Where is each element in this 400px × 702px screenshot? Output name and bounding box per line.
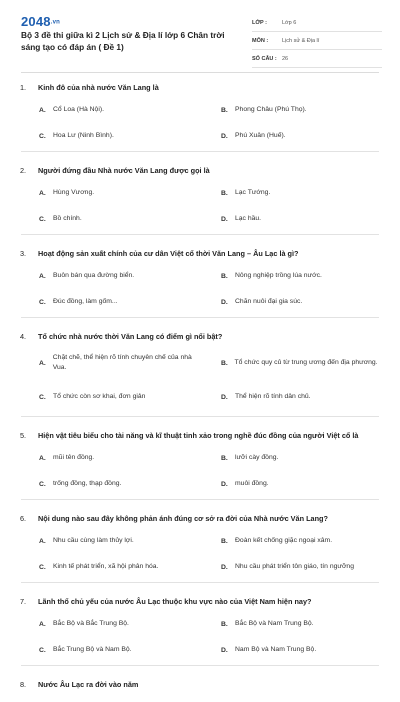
answer-options: [21, 343, 379, 417]
answer-option-d[interactable]: [200, 130, 379, 142]
option-letter: C.: [39, 132, 46, 140]
option-text: Thể hiện rõ tính dân chủ.: [235, 393, 311, 400]
question-header: [0, 163, 400, 177]
meta-row-subject: [252, 32, 382, 50]
answer-option-b[interactable]: [200, 353, 379, 373]
answer-option-a[interactable]: [21, 187, 200, 199]
answer-option-b[interactable]: [200, 535, 379, 547]
answer-option-a[interactable]: [21, 452, 200, 464]
answer-option-c[interactable]: [21, 644, 200, 656]
meta-key: MÔN :: [252, 37, 269, 44]
option-letter: A.: [39, 272, 46, 280]
answer-option-d[interactable]: [200, 213, 379, 225]
option-text: Bắc Bộ và Bắc Trung Bộ.: [53, 620, 129, 627]
option-letter: C.: [39, 393, 46, 401]
answer-option-a[interactable]: [21, 104, 200, 116]
option-letter: B.: [221, 620, 228, 628]
option-letter: A.: [39, 189, 46, 197]
option-text: Tổ chức còn sơ khai, đơn giản: [53, 393, 146, 400]
question-number: 1.: [20, 82, 27, 92]
option-text: Nhu cầu cùng làm thủy lợi.: [53, 537, 134, 544]
question-number: 7.: [20, 596, 27, 606]
option-text: lưỡi cày đồng.: [235, 454, 279, 461]
question-header: [0, 677, 400, 691]
meta-key: SỐ CÂU :: [252, 55, 277, 62]
question-list: [0, 80, 400, 702]
option-text: Chăn nuôi đại gia súc.: [235, 298, 303, 305]
option-letter: D.: [221, 132, 228, 140]
option-letter: C.: [39, 646, 46, 654]
answer-option-c[interactable]: [21, 130, 200, 142]
question-number: 8.: [20, 679, 27, 689]
option-letter: C.: [39, 563, 46, 571]
option-letter: A.: [39, 620, 46, 628]
question-item: [0, 329, 400, 417]
answer-option-d[interactable]: [200, 561, 379, 573]
question-header: [0, 428, 400, 442]
question-text: Lãnh thổ chủ yếu của nước Âu Lạc thuộc khu vực nào của Việt Nam hiện nay?: [38, 596, 312, 606]
option-text: Lạc hầu.: [235, 215, 262, 222]
question-item: [0, 163, 400, 235]
document-header: [0, 0, 400, 68]
option-text: Đúc đồng, làm gốm...: [53, 298, 118, 305]
answer-option-c[interactable]: [21, 387, 200, 407]
answer-options: [21, 442, 379, 500]
question-text: Hiện vật tiêu biểu cho tài năng và kĩ thuật tinh xảo trong nghề đúc đồng của người Việt cổ là: [38, 430, 359, 440]
option-text: muôi đồng.: [235, 480, 269, 487]
question-text: Tổ chức nhà nước thời Văn Lang có điểm gì nổi bật?: [38, 331, 223, 341]
site-logo[interactable]: [21, 14, 60, 29]
option-text: mũi tên đồng.: [53, 454, 95, 461]
answer-option-c[interactable]: [21, 561, 200, 573]
option-text: Bồ chính.: [53, 215, 82, 222]
question-number: 5.: [20, 430, 27, 440]
meta-key: LỚP :: [252, 19, 267, 26]
question-header: [0, 594, 400, 608]
option-text: Chặt chẽ, thể hiện rõ tính chuyên chế của nhà Vua.: [52, 354, 192, 371]
question-text: Người đứng đầu Nhà nước Văn Lang được gọi là: [38, 165, 210, 175]
question-text: Nội dung nào sau đây không phản ánh đúng cơ sở ra đời của Nhà nước Văn Lang?: [38, 513, 328, 523]
option-letter: C.: [39, 298, 46, 306]
question-item: [0, 246, 400, 318]
option-text: Bắc Bộ và Nam Trung Bộ.: [235, 620, 314, 627]
answer-option-d[interactable]: [200, 644, 379, 656]
meta-value: 26: [282, 55, 289, 62]
logo-tld: .vn: [50, 19, 61, 26]
option-text: Nhu cầu phát triển tôn giáo, tín ngưỡng: [235, 563, 354, 570]
question-text: Hoạt động sản xuất chính của cư dân Việt cổ thời Văn Lang – Âu Lạc là gì?: [38, 248, 299, 258]
question-item: [0, 594, 400, 666]
option-letter: D.: [221, 393, 228, 401]
option-text: Bắc Trung Bộ và Nam Bộ.: [53, 646, 132, 653]
question-item: [0, 80, 400, 152]
option-letter: B.: [221, 189, 228, 197]
option-text: trống đồng, thạp đồng.: [53, 480, 122, 487]
logo-text: 2048: [21, 14, 51, 29]
option-letter: C.: [39, 215, 46, 223]
option-text: Kinh tế phát triển, xã hội phân hóa.: [53, 563, 159, 570]
answer-option-d[interactable]: [200, 478, 379, 490]
answer-options: [21, 177, 379, 235]
answer-option-b[interactable]: [200, 452, 379, 464]
option-letter: D.: [221, 646, 228, 654]
option-letter: B.: [221, 454, 228, 462]
option-letter: B.: [221, 359, 228, 367]
option-letter: B.: [221, 537, 228, 545]
answer-options: [21, 525, 379, 583]
option-letter: D.: [221, 298, 228, 306]
option-letter: C.: [39, 480, 46, 488]
meta-value: Lớp 6: [282, 19, 297, 26]
document-title: Bộ 3 đề thi giữa kì 2 Lịch sử & Địa lí lớp 6 Chân trời sáng tạo có đáp án ( Đề 1): [21, 30, 225, 52]
answer-option-b[interactable]: [200, 104, 379, 116]
question-item: [0, 511, 400, 583]
option-text: Cổ Loa (Hà Nội).: [53, 106, 104, 113]
question-header: [0, 80, 400, 94]
question-number: 4.: [20, 331, 27, 341]
answer-options: [21, 608, 379, 666]
option-letter: A.: [39, 106, 46, 114]
question-header: [0, 511, 400, 525]
answer-option-b[interactable]: [200, 187, 379, 199]
question-header: [0, 329, 400, 343]
option-text: Đoàn kết chống giặc ngoại xâm.: [235, 537, 333, 544]
question-text: Kinh đô của nhà nước Văn Lang là: [38, 82, 159, 92]
option-text: Phú Xuân (Huế).: [235, 132, 286, 139]
question-number: 2.: [20, 165, 27, 175]
answer-options: [21, 94, 379, 152]
answer-option-b[interactable]: [200, 270, 379, 282]
question-text: Nước Âu Lạc ra đời vào năm: [38, 679, 139, 689]
option-text: Tổ chức quy củ từ trung ương đến địa phương.: [234, 359, 378, 366]
option-text: Lạc Tướng.: [235, 189, 271, 196]
option-letter: B.: [221, 106, 228, 114]
option-letter: D.: [221, 215, 228, 223]
answer-option-a[interactable]: [21, 618, 200, 630]
question-item: [0, 428, 400, 500]
answer-option-d[interactable]: [200, 296, 379, 308]
answer-option-a[interactable]: [21, 535, 200, 547]
meta-row-class: [252, 14, 382, 32]
answer-option-c[interactable]: [21, 296, 200, 308]
question-number: 6.: [20, 513, 27, 523]
answer-option-c[interactable]: [21, 478, 200, 490]
option-text: Phong Châu (Phú Thọ).: [235, 106, 307, 113]
option-text: Nông nghiệp trồng lúa nước.: [235, 272, 322, 279]
answer-option-c[interactable]: [21, 213, 200, 225]
option-text: Hùng Vương.: [53, 189, 95, 196]
option-letter: D.: [221, 563, 228, 571]
option-letter: A.: [39, 537, 46, 545]
metadata-table: [252, 14, 382, 68]
answer-options: [21, 260, 379, 318]
option-letter: A.: [39, 454, 46, 462]
option-text: Buôn bán qua đường biển.: [53, 272, 135, 279]
answer-option-d[interactable]: [200, 387, 379, 407]
option-text: Nam Bộ và Nam Trung Bộ.: [235, 646, 317, 653]
question-item: [0, 677, 400, 691]
option-text: Hoa Lư (Ninh Bình).: [53, 132, 114, 139]
question-header: [0, 246, 400, 260]
answer-option-a[interactable]: [21, 353, 200, 373]
answer-option-b[interactable]: [200, 618, 379, 630]
option-letter: D.: [221, 480, 228, 488]
header-divider: [21, 72, 379, 73]
meta-row-question-count: [252, 50, 382, 68]
meta-value: Lịch sử & Địa lí: [282, 37, 320, 44]
option-letter: A.: [39, 359, 46, 367]
option-letter: B.: [221, 272, 228, 280]
question-number: 3.: [20, 248, 27, 258]
answer-option-a[interactable]: [21, 270, 200, 282]
